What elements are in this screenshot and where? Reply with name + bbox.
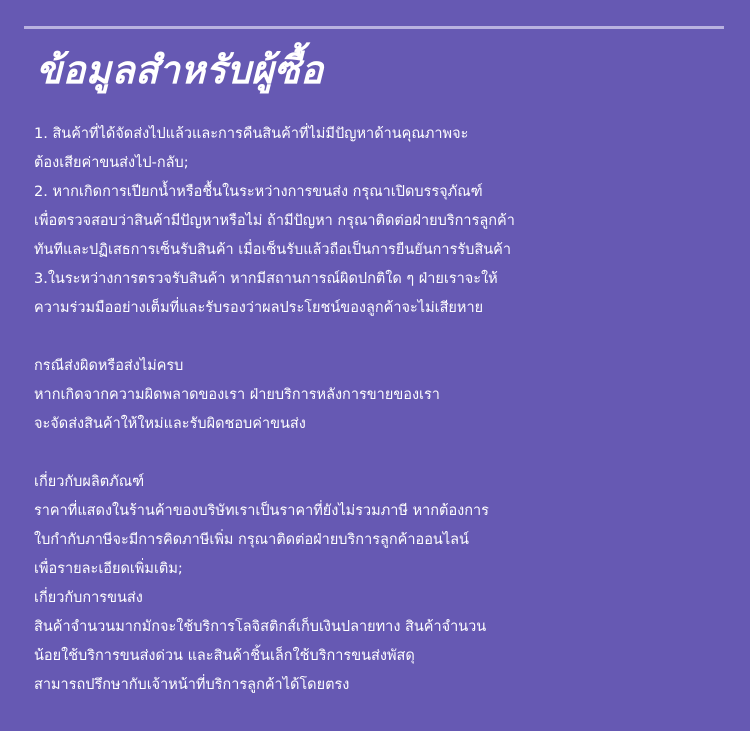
section-spacer [34, 323, 724, 352]
buyer-info-content [34, 120, 724, 700]
top-divider [24, 26, 724, 29]
section-heading: กรณีส่งผิดหรือส่งไม่ครบ [34, 358, 184, 374]
text-line: 2. หากเกิดการเปียกน้ำหรือชื้นในระหว่างการขนส่ง กรุณาเปิดบรรจุภัณฑ์ [34, 184, 483, 200]
text-line: เพื่อตรวจสอบว่าสินค้ามีปัญหาหรือไม่ ถ้ามีปัญหา กรุณาติดต่อฝ่ายบริการลูกค้า [34, 213, 515, 229]
text-line: ทันทีและปฏิเสธการเซ็นรับสินค้า เมื่อเซ็นรับแล้วถือเป็นการยืนยันการรับสินค้า [34, 242, 511, 258]
text-line: ราคาที่แสดงในร้านค้าของบริษัทเราเป็นราคาที่ยังไม่รวมภาษี หากต้องการ [34, 503, 489, 519]
text-line: จะจัดส่งสินค้าให้ใหม่และรับผิดชอบค่าขนส่ง [34, 416, 306, 432]
section-product-shipping [34, 468, 724, 700]
text-line: สินค้าจำนวนมากมักจะใช้บริการโลจิสติกส์เก็บเงินปลายทาง สินค้าจำนวน [34, 619, 487, 635]
text-line: 3.ในระหว่างการตรวจรับสินค้า หากมีสถานการณ์ผิดปกติใด ๆ ฝ่ายเราจะให้ [34, 271, 498, 287]
section-heading: เกี่ยวกับการขนส่ง [34, 590, 143, 606]
text-line: ความร่วมมืออย่างเต็มที่และรับรองว่าผลประโยชน์ของลูกค้าจะไม่เสียหาย [34, 300, 484, 316]
text-line: ต้องเสียค่าขนส่งไป-กลับ; [34, 155, 189, 171]
page-title: ข้อมูลสำหรับผู้ซื้อ [36, 48, 324, 92]
text-line: 1. สินค้าที่ได้จัดส่งไปแล้วและการคืนสินค้าที่ไม่มีปัญหาด้านคุณภาพจะ [34, 126, 469, 142]
text-line: น้อยใช้บริการขนส่งด่วน และสินค้าชิ้นเล็กใช้บริการขนส่งพัสดุ [34, 648, 415, 664]
section-wrong-shipment [34, 352, 724, 439]
section-return-policy [34, 120, 724, 323]
text-line: ใบกำกับภาษีจะมีการคิดภาษีเพิ่ม กรุณาติดต่อฝ่ายบริการลูกค้าออนไลน์ [34, 532, 469, 548]
text-line: หากเกิดจากความผิดพลาดของเรา ฝ่ายบริการหลังการขายของเรา [34, 387, 440, 403]
section-heading: เกี่ยวกับผลิตภัณฑ์ [34, 474, 145, 490]
section-spacer [34, 439, 724, 468]
text-line: สามารถปรึกษากับเจ้าหน้าที่บริการลูกค้าได้โดยตรง [34, 677, 350, 693]
text-line: เพื่อรายละเอียดเพิ่มเติม; [34, 561, 183, 577]
